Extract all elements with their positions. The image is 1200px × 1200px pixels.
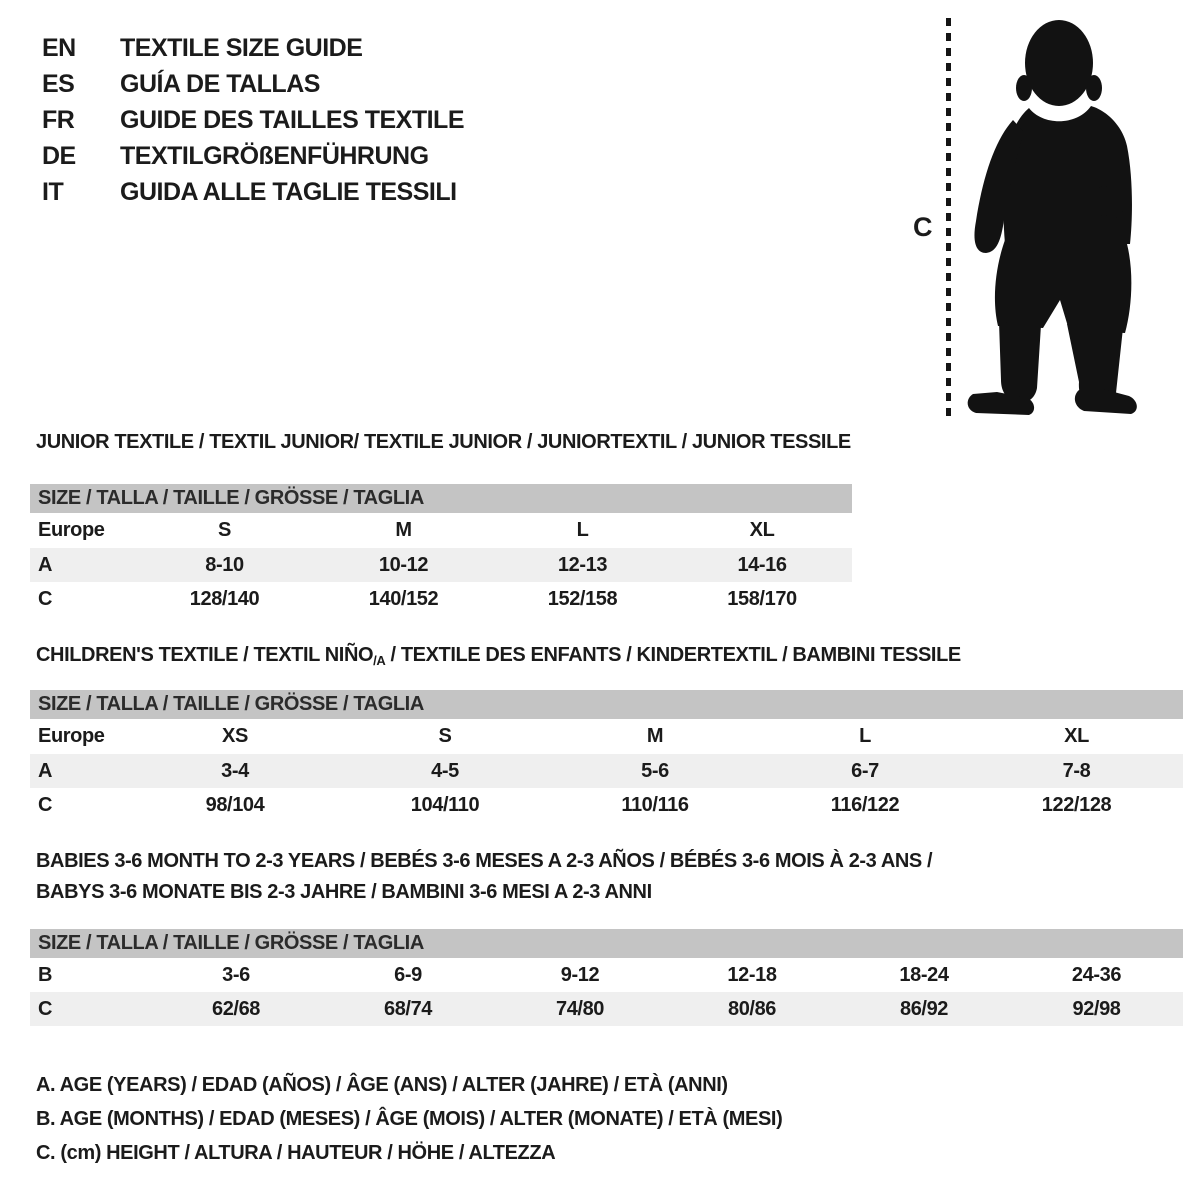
size-cell: M [550,719,760,754]
junior-table-title: JUNIOR TEXTILE / TEXTIL JUNIOR/ TEXTILE JUNIOR / JUNIORTEXTIL / JUNIOR TESSILE [36,431,851,453]
language-code: ES [42,69,75,98]
value-cell: 122/128 [970,788,1183,822]
row-label: C [30,788,130,822]
size-cell: L [760,719,970,754]
legend-line-c: C. (cm) HEIGHT / ALTURA / HAUTEUR / HÖHE / ALTEZZA [36,1142,556,1164]
value-cell: 92/98 [1010,992,1183,1026]
table-row [30,548,852,582]
value-cell: 5-6 [550,754,760,788]
value-cell: 12-13 [493,548,672,582]
junior-size-table [30,484,852,616]
row-label: C [30,992,150,1026]
language-row-en [42,30,464,66]
table-row [30,788,1183,822]
value-cell: 86/92 [838,992,1010,1026]
height-measure-label: C [913,212,933,242]
children-size-table [30,690,1183,822]
size-cell: XL [672,513,852,548]
language-title: TEXTILGRÖßENFÜHRUNG [120,141,429,170]
row-label: A [30,754,130,788]
children-table-title [36,644,961,668]
language-code: EN [42,33,76,62]
value-cell: 18-24 [838,958,1010,992]
table-row [30,513,852,548]
language-code: IT [42,177,64,206]
toddler-silhouette-icon [957,16,1147,421]
value-cell: 8-10 [135,548,314,582]
value-cell: 9-12 [494,958,666,992]
value-cell: 152/158 [493,582,672,616]
value-cell: 104/110 [340,788,550,822]
size-cell: XL [970,719,1183,754]
size-cell: S [340,719,550,754]
size-cell: XS [130,719,340,754]
babies-title-line1: BABIES 3-6 MONTH TO 2-3 YEARS / BEBÉS 3-6 MESES A 2-3 AÑOS / BÉBÉS 3-6 MOIS À 2-3 ANS / [36,850,933,872]
size-cell: M [314,513,493,548]
value-cell: 3-6 [150,958,322,992]
language-code: FR [42,105,75,134]
language-title: TEXTILE SIZE GUIDE [120,33,363,62]
language-title: GUIDE DES TAILLES TEXTILE [120,105,465,134]
language-row-it [42,174,464,210]
row-label: Europe [30,719,130,754]
value-cell: 24-36 [1010,958,1183,992]
language-code: DE [42,141,76,170]
value-cell: 110/116 [550,788,760,822]
size-cell: S [135,513,314,548]
legend-line-a: A. AGE (YEARS) / EDAD (AÑOS) / ÂGE (ANS) / ALTER (JAHRE) / ETÀ (ANNI) [36,1074,728,1096]
children-title-sub: /A [373,653,386,668]
language-title: GUIDA ALLE TAGLIE TESSILI [120,177,457,206]
value-cell: 140/152 [314,582,493,616]
language-row-fr [42,102,464,138]
row-label: C [30,582,135,616]
height-figure [905,16,1185,422]
row-label: A [30,548,135,582]
size-header-bar: SIZE / TALLA / TAILLE / GRÖSSE / TAGLIA [30,929,1183,958]
value-cell: 80/86 [666,992,838,1026]
row-label: Europe [30,513,135,548]
value-cell: 62/68 [150,992,322,1026]
language-title: GUÍA DE TALLAS [120,69,320,98]
measure-legend [36,1068,782,1170]
value-cell: 98/104 [130,788,340,822]
value-cell: 128/140 [135,582,314,616]
table-row [30,958,1183,992]
size-header-bar: SIZE / TALLA / TAILLE / GRÖSSE / TAGLIA [30,484,852,513]
value-cell: 6-9 [322,958,494,992]
babies-title-line2: BABYS 3-6 MONATE BIS 2-3 JAHRE / BAMBINI 3-6 MESI A 2-3 ANNI [36,881,652,903]
value-cell: 68/74 [322,992,494,1026]
children-title-suffix: / TEXTILE DES ENFANTS / KINDERTEXTIL / BAMBINI TESSILE [385,644,961,666]
size-header-bar: SIZE / TALLA / TAILLE / GRÖSSE / TAGLIA [30,690,1183,719]
value-cell: 116/122 [760,788,970,822]
value-cell: 14-16 [672,548,852,582]
children-title-prefix: CHILDREN'S TEXTILE / TEXTIL NIÑO [36,644,374,666]
language-row-es [42,66,464,102]
language-title-list [42,30,464,210]
value-cell: 3-4 [130,754,340,788]
value-cell: 12-18 [666,958,838,992]
row-label: B [30,958,150,992]
table-row [30,719,1183,754]
value-cell: 10-12 [314,548,493,582]
height-measure-line [946,18,951,416]
legend-line-b: B. AGE (MONTHS) / EDAD (MESES) / ÂGE (MOIS) / ALTER (MONATE) / ETÀ (MESI) [36,1108,783,1130]
table-row [30,754,1183,788]
babies-size-table [30,929,1183,1026]
value-cell: 158/170 [672,582,852,616]
value-cell: 4-5 [340,754,550,788]
language-row-de [42,138,464,174]
value-cell: 6-7 [760,754,970,788]
value-cell: 7-8 [970,754,1183,788]
babies-table-title [36,846,932,908]
table-row [30,582,852,616]
value-cell: 74/80 [494,992,666,1026]
table-row [30,992,1183,1026]
size-cell: L [493,513,672,548]
